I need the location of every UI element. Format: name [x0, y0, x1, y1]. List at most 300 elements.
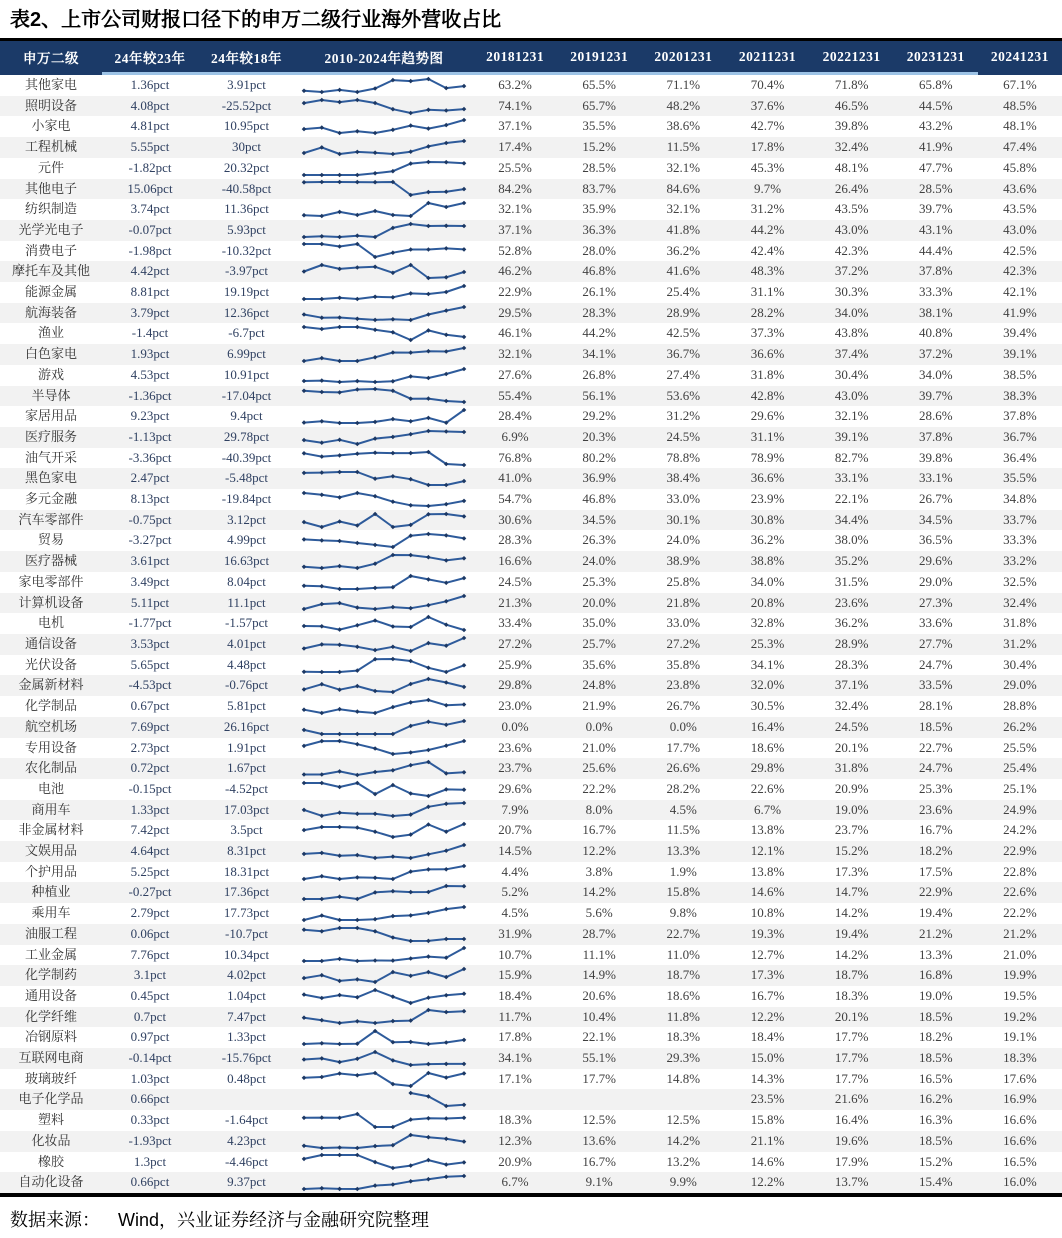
sparkline-cell — [295, 406, 473, 427]
year-value-cell-1: 25.3% — [582, 573, 616, 589]
chg-24-vs-23-cell: -4.53pct — [128, 677, 172, 693]
year-value-cell-0: 23.7% — [498, 760, 532, 776]
year-value-cell-4: 28.3% — [834, 656, 869, 672]
chg-24-vs-23-cell: 0.33pct — [130, 1112, 170, 1128]
year-value-cell-0: 32.1% — [498, 201, 532, 217]
table-row — [0, 1007, 1062, 1028]
sparkline-cell — [295, 924, 473, 945]
year-value-cell-4: 16.4% — [834, 1112, 869, 1128]
year-value-cell-2: 38.9% — [666, 553, 701, 569]
year-value-cell-3: 42.4% — [750, 242, 785, 258]
sparkline-cell — [295, 261, 473, 282]
year-value-cell-0: 4.5% — [501, 905, 529, 921]
year-value-cell-6: 19.5% — [1003, 987, 1037, 1003]
year-value-cell-6: 67.1% — [1003, 77, 1037, 92]
year-value-cell-5: 18.5% — [918, 1008, 953, 1024]
sparkline-cell — [295, 530, 473, 551]
year-value-cell-2: 36.2% — [666, 242, 701, 258]
trend-sparkline — [299, 345, 469, 364]
year-value-cell-3: 21.1% — [750, 1132, 785, 1148]
chg-24-vs-23-cell: 0.45pct — [130, 987, 170, 1003]
chg-24-vs-23-cell: 1.03pct — [130, 1070, 170, 1086]
sparkline-cell — [295, 158, 473, 179]
sparkline-cell — [295, 74, 473, 96]
year-value-cell-4: 43.8% — [834, 325, 869, 341]
table-row — [0, 779, 1062, 800]
trend-sparkline — [299, 718, 469, 737]
chg-24-vs-18-cell: -10.32pct — [221, 242, 272, 258]
year-value-cell-2: 14.8% — [666, 1070, 701, 1086]
year-value-cell-6: 45.8% — [1003, 159, 1037, 175]
year-value-cell-3: 17.3% — [750, 967, 785, 983]
industry-name-cell: 纺织制造 — [24, 201, 77, 217]
year-value-cell-5: 44.5% — [918, 97, 953, 113]
industry-name-cell: 油服工程 — [24, 925, 77, 941]
year-value-cell-5: 37.2% — [918, 346, 953, 362]
year-value-cell-5: 28.1% — [918, 698, 953, 714]
year-value-cell-6: 39.4% — [1003, 325, 1037, 341]
year-value-cell-6: 16.0% — [1003, 1174, 1037, 1190]
year-value-cell-6: 32.4% — [1003, 594, 1037, 610]
year-value-cell-3: 14.3% — [750, 1070, 785, 1086]
sparkline-cell — [295, 1172, 473, 1193]
year-value-cell-3: 42.8% — [750, 387, 785, 403]
year-value-cell-1: 8.0% — [585, 801, 613, 817]
table-row — [0, 1027, 1062, 1048]
year-value-cell-2: 35.8% — [666, 656, 701, 672]
year-value-cell-0: 25.5% — [498, 159, 532, 175]
sparkline-cell — [295, 1131, 473, 1152]
year-value-cell-1: 20.6% — [582, 987, 616, 1003]
year-value-cell-6: 18.3% — [1003, 1050, 1037, 1066]
trend-sparkline — [299, 1090, 469, 1109]
year-value-cell-3: 36.6% — [750, 470, 785, 486]
table-row — [0, 74, 1062, 96]
chg-24-vs-18-cell: 20.32pct — [223, 159, 270, 175]
year-value-cell-1: 28.5% — [582, 159, 616, 175]
chg-24-vs-23-cell: 0.67pct — [130, 698, 170, 714]
year-value-cell-2: 31.2% — [666, 408, 701, 424]
year-value-cell-5: 38.1% — [918, 304, 953, 320]
year-value-cell-4: 17.7% — [834, 1070, 869, 1086]
year-value-cell-0: 32.1% — [498, 346, 532, 362]
year-value-cell-1: 26.3% — [582, 532, 616, 548]
chg-24-vs-23-cell: 1.93pct — [130, 346, 170, 362]
year-value-cell-5: 24.7% — [918, 656, 953, 672]
sparkline-cell — [295, 489, 473, 510]
year-value-cell-1: 36.3% — [582, 221, 616, 237]
year-value-cell-3: 23.9% — [750, 491, 785, 507]
industry-name-cell: 专用设备 — [24, 739, 77, 755]
sparkline-cell — [295, 386, 473, 407]
table-row — [0, 820, 1062, 841]
year-value-cell-3: 25.3% — [750, 635, 785, 651]
trend-sparkline — [299, 904, 469, 923]
chg-24-vs-23-cell: 3.1pct — [133, 967, 167, 983]
column-header-4: 20181231 — [473, 41, 557, 74]
year-value-cell-3: 31.1% — [750, 284, 785, 300]
year-value-cell-0: 23.6% — [498, 739, 532, 755]
chg-24-vs-18-cell — [198, 1089, 295, 1110]
year-value-cell-5: 29.0% — [918, 573, 953, 589]
year-value-cell-2: 13.3% — [666, 843, 701, 859]
table-row — [0, 282, 1062, 303]
year-value-cell-1: 5.6% — [585, 905, 613, 921]
chg-24-vs-18-cell: 5.93pct — [227, 221, 266, 237]
trend-sparkline — [299, 863, 469, 882]
column-header-1: 24年较23年 — [102, 41, 198, 74]
chg-24-vs-23-cell: 0.7pct — [133, 1008, 167, 1024]
data-source-text: Wind，兴业证券经济与金融研究院整理 — [118, 1209, 430, 1230]
year-value-cell-0: 74.1% — [498, 97, 532, 113]
year-value-cell-3: 13.8% — [750, 822, 785, 838]
trend-sparkline — [299, 262, 469, 281]
year-value-cell-6: 41.9% — [1003, 304, 1037, 320]
year-value-cell-0: 52.8% — [498, 242, 532, 258]
year-value-cell-6: 42.5% — [1003, 242, 1037, 258]
year-value-cell-2: 22.7% — [666, 925, 701, 941]
chg-24-vs-23-cell: -1.77pct — [128, 615, 172, 631]
year-value-cell-4: 23.6% — [834, 594, 869, 610]
industry-name-cell: 个护用品 — [24, 863, 77, 879]
data-source-label: 数据来源： — [10, 1209, 100, 1230]
year-value-cell-6: 33.2% — [1003, 553, 1037, 569]
trend-sparkline — [299, 987, 469, 1006]
chg-24-vs-18-cell: -40.58pct — [221, 180, 272, 196]
chg-24-vs-18-cell: -0.76pct — [225, 677, 268, 693]
year-value-cell-0 — [473, 1089, 557, 1110]
year-value-cell-3: 38.8% — [750, 553, 785, 569]
chg-24-vs-18-cell: -10.7pct — [225, 925, 268, 941]
year-value-cell-5: 18.2% — [918, 843, 953, 859]
year-value-cell-2: 36.7% — [666, 346, 701, 362]
year-value-cell-0: 54.7% — [498, 491, 532, 507]
year-value-cell-3: 45.3% — [750, 159, 785, 175]
chg-24-vs-23-cell: -0.15pct — [128, 780, 172, 796]
industry-name-cell: 光学光电子 — [18, 221, 84, 237]
sparkline-cell — [295, 1027, 473, 1048]
year-value-cell-5: 39.8% — [918, 449, 953, 465]
year-value-cell-6: 31.8% — [1003, 615, 1037, 631]
year-value-cell-2: 24.0% — [666, 532, 701, 548]
year-value-cell-6: 19.2% — [1003, 1008, 1037, 1024]
year-value-cell-2: 53.6% — [666, 387, 701, 403]
year-value-cell-5: 16.5% — [918, 1070, 953, 1086]
chg-24-vs-18-cell: -4.52pct — [225, 780, 268, 796]
trend-sparkline — [299, 241, 469, 260]
sparkline-cell — [295, 220, 473, 241]
year-value-cell-5: 39.7% — [918, 387, 953, 403]
table-row — [0, 1089, 1062, 1110]
table-header — [0, 41, 1062, 74]
year-value-cell-6: 42.3% — [1003, 263, 1037, 279]
year-value-cell-3: 16.7% — [750, 987, 785, 1003]
year-value-cell-0: 23.0% — [498, 698, 532, 714]
column-header-7: 20211231 — [725, 41, 809, 74]
year-value-cell-4: 17.7% — [834, 1050, 869, 1066]
year-value-cell-6: 43.6% — [1003, 180, 1037, 196]
sparkline-cell — [295, 282, 473, 303]
year-value-cell-3: 31.1% — [750, 428, 785, 444]
industry-name-cell: 计算机设备 — [18, 594, 84, 610]
chg-24-vs-23-cell: 5.11pct — [130, 594, 170, 610]
year-value-cell-4: 30.3% — [834, 284, 869, 300]
trend-sparkline — [299, 1070, 469, 1089]
year-value-cell-4: 17.3% — [834, 863, 869, 879]
year-value-cell-6: 37.8% — [1003, 408, 1037, 424]
sparkline-cell — [295, 675, 473, 696]
year-value-cell-6: 17.6% — [1003, 1070, 1037, 1086]
industry-name-cell: 化学纤维 — [24, 1008, 77, 1024]
year-value-cell-5: 28.5% — [918, 180, 953, 196]
chg-24-vs-18-cell: 18.31pct — [223, 863, 270, 879]
trend-sparkline — [299, 738, 469, 757]
year-value-cell-2: 9.9% — [669, 1174, 697, 1190]
year-value-cell-1: 34.5% — [582, 511, 616, 527]
year-value-cell-4: 43.0% — [834, 387, 869, 403]
chg-24-vs-23-cell: 5.55pct — [130, 139, 170, 155]
chg-24-vs-23-cell: 4.42pct — [130, 263, 170, 279]
year-value-cell-5: 18.2% — [918, 1029, 953, 1045]
chg-24-vs-23-cell: 0.66pct — [130, 1091, 170, 1107]
chg-24-vs-18-cell: -1.64pct — [225, 1112, 268, 1128]
industry-name-cell: 电子化学品 — [18, 1091, 84, 1107]
year-value-cell-3: 14.6% — [750, 884, 785, 900]
chg-24-vs-23-cell: -0.75pct — [128, 511, 172, 527]
year-value-cell-3: 36.6% — [750, 346, 785, 362]
year-value-cell-2: 18.6% — [666, 987, 701, 1003]
trend-sparkline — [299, 780, 469, 799]
table-row — [0, 241, 1062, 262]
year-value-cell-0: 18.3% — [498, 1112, 532, 1128]
table-row — [0, 986, 1062, 1007]
table-row — [0, 137, 1062, 158]
year-value-cell-2: 84.6% — [666, 180, 701, 196]
year-value-cell-1: 44.2% — [582, 325, 616, 341]
year-value-cell-5: 41.9% — [918, 139, 953, 155]
year-value-cell-1: 55.1% — [582, 1050, 616, 1066]
year-value-cell-0: 46.1% — [498, 325, 532, 341]
sparkline-cell — [295, 820, 473, 841]
year-value-cell-4: 15.2% — [834, 843, 869, 859]
trend-sparkline — [299, 117, 469, 136]
year-value-cell-5: 16.7% — [918, 822, 953, 838]
chg-24-vs-23-cell: 2.79pct — [130, 905, 170, 921]
year-value-cell-0: 24.5% — [498, 573, 532, 589]
sparkline-cell — [295, 468, 473, 489]
trend-sparkline — [299, 1111, 469, 1130]
year-value-cell-3: 12.7% — [750, 946, 785, 962]
chg-24-vs-18-cell: -1.57pct — [225, 615, 268, 631]
year-value-cell-3: 14.6% — [750, 1153, 785, 1169]
year-value-cell-3: 32.8% — [750, 615, 785, 631]
year-value-cell-4: 22.1% — [834, 491, 869, 507]
sparkline-cell — [295, 1089, 473, 1110]
industry-name-cell: 航海装备 — [24, 304, 77, 320]
chg-24-vs-18-cell: -3.97pct — [225, 263, 268, 279]
year-value-cell-0: 7.9% — [501, 801, 529, 817]
year-value-cell-6: 38.5% — [1003, 366, 1037, 382]
year-value-cell-0: 76.8% — [498, 449, 532, 465]
year-value-cell-2: 24.5% — [666, 428, 701, 444]
year-value-cell-3: 31.8% — [750, 366, 785, 382]
year-value-cell-5: 24.7% — [918, 760, 953, 776]
chg-24-vs-23-cell: -0.14pct — [128, 1050, 172, 1066]
trend-sparkline — [299, 821, 469, 840]
year-value-cell-4: 20.9% — [834, 780, 869, 796]
year-value-cell-3: 78.9% — [750, 449, 785, 465]
year-value-cell-0: 25.9% — [498, 656, 532, 672]
year-value-cell-3: 23.5% — [750, 1091, 785, 1107]
trend-sparkline — [299, 966, 469, 985]
year-value-cell-2: 26.6% — [666, 760, 701, 776]
table-row — [0, 427, 1062, 448]
year-value-cell-0: 29.5% — [498, 304, 532, 320]
table-row — [0, 696, 1062, 717]
trend-sparkline — [299, 490, 469, 509]
chg-24-vs-18-cell: 16.63pct — [223, 553, 270, 569]
chg-24-vs-23-cell: -1.4pct — [131, 325, 169, 341]
sparkline-cell — [295, 779, 473, 800]
column-header-5: 20191231 — [557, 41, 641, 74]
year-value-cell-1: 65.7% — [582, 97, 616, 113]
year-value-cell-6: 26.2% — [1003, 718, 1037, 734]
year-value-cell-4: 31.8% — [834, 760, 869, 776]
year-value-cell-1: 25.7% — [582, 635, 616, 651]
year-value-cell-0: 46.2% — [498, 263, 532, 279]
table-row — [0, 738, 1062, 759]
chg-24-vs-18-cell: -4.46pct — [225, 1153, 268, 1169]
year-value-cell-5: 15.2% — [918, 1153, 953, 1169]
year-value-cell-2: 38.4% — [666, 470, 701, 486]
year-value-cell-5: 18.5% — [918, 1050, 953, 1066]
industry-name-cell: 游戏 — [37, 366, 64, 382]
chg-24-vs-23-cell: 7.42pct — [130, 822, 170, 838]
year-value-cell-0: 30.6% — [498, 511, 532, 527]
chg-24-vs-18-cell: 8.04pct — [227, 573, 266, 589]
year-value-cell-1: 22.1% — [582, 1029, 616, 1045]
sparkline-cell — [295, 1152, 473, 1173]
table-row — [0, 924, 1062, 945]
sparkline-cell — [295, 303, 473, 324]
table-row — [0, 1048, 1062, 1069]
sparkline-cell — [295, 365, 473, 386]
chg-24-vs-18-cell: 7.47pct — [227, 1008, 266, 1024]
chg-24-vs-18-cell: 12.36pct — [223, 304, 270, 320]
year-value-cell-6: 48.1% — [1003, 118, 1037, 134]
chg-24-vs-18-cell: 4.23pct — [227, 1132, 266, 1148]
chg-24-vs-18-cell: 5.81pct — [227, 698, 266, 714]
chg-24-vs-18-cell: -17.04pct — [221, 387, 272, 403]
year-value-cell-4: 20.1% — [834, 739, 869, 755]
industry-name-cell: 通用设备 — [24, 987, 77, 1003]
year-value-cell-0: 37.1% — [498, 118, 532, 134]
year-value-cell-1: 12.5% — [582, 1112, 616, 1128]
year-value-cell-5: 36.5% — [918, 532, 953, 548]
sparkline-cell — [295, 116, 473, 137]
table-row — [0, 613, 1062, 634]
year-value-cell-4: 14.7% — [834, 884, 869, 900]
year-value-cell-0: 28.3% — [498, 532, 532, 548]
year-value-cell-2: 18.3% — [666, 1029, 701, 1045]
chg-24-vs-18-cell: 9.37pct — [227, 1174, 266, 1190]
industry-name-cell: 白色家电 — [24, 346, 77, 362]
table-row — [0, 841, 1062, 862]
year-value-cell-5: 22.9% — [918, 884, 953, 900]
year-value-cell-0: 11.7% — [498, 1008, 532, 1024]
sparkline-cell — [295, 986, 473, 1007]
table-row — [0, 593, 1062, 614]
trend-sparkline — [299, 1152, 469, 1171]
year-value-cell-6: 25.5% — [1003, 739, 1037, 755]
year-value-cell-3: 31.2% — [750, 201, 785, 217]
industry-name-cell: 光伏设备 — [24, 656, 77, 672]
year-value-cell-4: 18.7% — [834, 967, 869, 983]
year-value-cell-6: 25.1% — [1003, 780, 1037, 796]
year-value-cell-1: 35.0% — [582, 615, 616, 631]
year-value-cell-5: 39.7% — [918, 201, 953, 217]
year-value-cell-6: 38.3% — [1003, 387, 1037, 403]
chg-24-vs-18-cell: 1.67pct — [227, 760, 266, 776]
chg-24-vs-23-cell: -3.27pct — [128, 532, 172, 548]
year-value-cell-3: 30.5% — [750, 698, 785, 714]
trend-sparkline — [299, 159, 469, 178]
table-row — [0, 717, 1062, 738]
sparkline-cell — [295, 96, 473, 117]
sparkline-cell — [295, 593, 473, 614]
industry-name-cell: 半导体 — [31, 387, 71, 403]
trend-sparkline — [299, 449, 469, 468]
trend-sparkline — [299, 552, 469, 571]
sparkline-cell — [295, 572, 473, 593]
year-value-cell-3: 32.0% — [750, 677, 785, 693]
year-value-cell-4: 34.0% — [834, 304, 869, 320]
chg-24-vs-23-cell: 9.23pct — [130, 408, 170, 424]
chg-24-vs-18-cell: 3.91pct — [227, 77, 266, 92]
chg-24-vs-23-cell: -1.13pct — [128, 428, 172, 444]
year-value-cell-2: 71.1% — [666, 77, 701, 92]
industry-name-cell: 黑色家电 — [24, 470, 77, 486]
year-value-cell-4: 35.2% — [834, 553, 869, 569]
industry-name-cell: 化妆品 — [31, 1132, 71, 1148]
year-value-cell-6: 21.2% — [1003, 925, 1037, 941]
sparkline-cell — [295, 510, 473, 531]
year-value-cell-0: 6.7% — [501, 1174, 529, 1190]
year-value-cell-1: 24.0% — [582, 553, 616, 569]
year-value-cell-6: 19.9% — [1003, 967, 1037, 983]
column-header-2: 24年较18年 — [198, 41, 295, 74]
trend-sparkline — [299, 1028, 469, 1047]
year-value-cell-0: 17.1% — [498, 1070, 532, 1086]
industry-name-cell: 冶钢原料 — [24, 1029, 77, 1045]
year-value-cell-6: 22.6% — [1003, 884, 1037, 900]
year-value-cell-6: 36.7% — [1003, 428, 1037, 444]
year-value-cell-6: 34.8% — [1003, 491, 1037, 507]
header-row — [0, 41, 1062, 74]
year-value-cell-0: 4.4% — [501, 863, 529, 879]
year-value-cell-5: 33.6% — [918, 615, 953, 631]
year-value-cell-4: 17.9% — [834, 1153, 869, 1169]
chg-24-vs-18-cell: 3.12pct — [227, 511, 266, 527]
year-value-cell-4: 14.2% — [834, 946, 869, 962]
table-row — [0, 116, 1062, 137]
year-value-cell-5: 33.5% — [918, 677, 953, 693]
table-row — [0, 530, 1062, 551]
sparkline-cell — [295, 179, 473, 200]
trend-sparkline — [299, 366, 469, 385]
year-value-cell-1: 46.8% — [582, 263, 616, 279]
year-value-cell-0: 27.6% — [498, 366, 532, 382]
